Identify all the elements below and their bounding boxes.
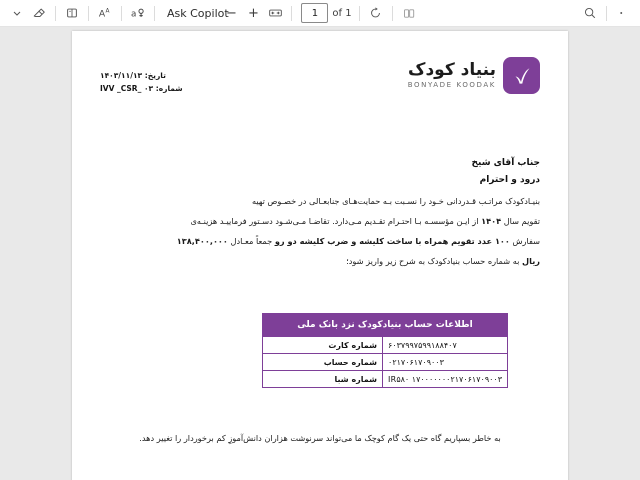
toolbar-left-group <box>6 3 236 24</box>
document-header <box>100 57 540 95</box>
bank-account-table <box>262 313 508 388</box>
page-layout-icon[interactable] <box>398 3 420 24</box>
body-line-2-post: از ایـن مؤسسـه بـا احتـرام تقـدیم مـی‌دارد. تقاضـا مـی‌شـود دسـتور فرماییـد هزینـه‌ی <box>190 216 482 227</box>
reading-view-icon[interactable] <box>61 3 83 24</box>
calendar-year: ۱۴۰۴ <box>481 216 502 227</box>
fit-to-page-icon[interactable] <box>264 3 286 24</box>
toolbar-divider <box>606 6 607 21</box>
toolbar-divider <box>291 6 292 21</box>
organization-logo <box>408 57 540 94</box>
order-description: ۱۰۰ عدد تقویم همراه با ساخت کلیشه و ضرب کلیشه دو رو <box>274 236 510 247</box>
rotate-icon[interactable] <box>365 3 387 24</box>
toolbar-divider <box>359 6 360 21</box>
pdf-toolbar <box>0 0 640 27</box>
toolbar-divider <box>154 6 155 21</box>
document-content <box>72 31 568 480</box>
account-number-label: شماره حساب <box>262 354 382 371</box>
chevron-down-icon[interactable] <box>6 3 28 24</box>
ask-copilot-button[interactable]: Ask Copilot <box>167 6 229 20</box>
account-number-value: ۰۲۱۷۰۶۱۷۰۹۰۰۳ <box>383 354 508 371</box>
checkmark-logo-icon <box>503 57 540 94</box>
body-line-2-pre: تقویم سال <box>501 216 540 227</box>
iban-value: IR۵۸۰ ۱۷۰۰۰۰۰۰۰۲۱۷۰۶۱۷۰۹۰۰۳ <box>383 371 508 388</box>
logo-name-fa: بنیاد کودک <box>408 60 496 80</box>
table-header-title: اطلاعات حساب بنیادکودک نزد بانک ملی <box>262 314 507 337</box>
document-number: شماره: IVV _CSR_ ۰۳ <box>100 84 183 94</box>
zoom-in-button[interactable]: + <box>247 5 259 21</box>
currency-label: ریال <box>522 256 540 267</box>
eraser-icon[interactable] <box>28 3 50 24</box>
body-line-2 <box>100 211 540 231</box>
order-mid: جمعاً معـادل <box>227 236 275 247</box>
text-styles-icon[interactable] <box>94 3 116 24</box>
page-number-input[interactable]: 1 <box>301 3 328 23</box>
document-meta <box>100 69 183 95</box>
table-row <box>262 354 507 371</box>
toolbar-divider <box>55 6 56 21</box>
card-number-value: ۶۰۳۷۹۹۷۵۹۹۱۸۸۴۰۷ <box>383 337 508 354</box>
search-icon[interactable] <box>579 3 601 24</box>
order-prefix: سفارش <box>509 236 540 247</box>
pdf-page <box>72 31 568 480</box>
more-options-icon[interactable] <box>612 3 634 24</box>
table-header-row <box>262 314 507 337</box>
pdf-page-area[interactable] <box>0 27 640 480</box>
body-line-4 <box>100 251 540 271</box>
logo-text-block <box>408 62 496 89</box>
card-number-label: شماره کارت <box>262 337 382 354</box>
body-line-3 <box>100 231 540 251</box>
salutation-line-1: جناب آقای شیخ <box>471 158 540 168</box>
svg-text:A: A <box>98 8 105 20</box>
page-count-label: of 1 <box>332 7 352 19</box>
logo-name-en: BONYADE KOODAK <box>407 81 496 89</box>
read-aloud-icon[interactable] <box>127 3 149 24</box>
toolbar-right-group <box>579 3 634 24</box>
iban-label: شماره شبا <box>262 371 382 388</box>
zoom-out-button[interactable]: − <box>225 5 237 21</box>
toolbar-divider <box>121 6 122 21</box>
body-line-4-rest: به شماره حساب بنیادکودک به شرح زیر واریز شود؛ <box>346 256 523 267</box>
document-date: تاریخ: ۱۴۰۳/۱۱/۱۳ <box>100 71 166 80</box>
salutation-block <box>472 155 540 188</box>
salutation-line-2: درود و احترام <box>479 174 540 185</box>
body-line-1: بنیـادکودک مراتـب قـدردانی خـود را نسـبت بـه حمایت‌هـای جنابعـالی در خصـوص تهیه <box>252 196 540 206</box>
table-row <box>262 371 507 388</box>
toolbar-divider <box>392 6 393 21</box>
svg-text:A: A <box>105 8 109 15</box>
svg-text:a: a <box>131 9 137 20</box>
toolbar-divider <box>88 6 89 21</box>
closing-statement: به خاطر بسپاریم گاه حتی یک گام کوچک ما می‌تواند سرنوشت هزاران دانش‌آموزِ کم برخوردار را تغییر دهد. <box>139 433 501 443</box>
order-amount: ۱۳۸,۴۰۰,۰۰۰ <box>176 236 228 247</box>
table-row <box>262 337 507 354</box>
letter-body <box>100 191 540 271</box>
